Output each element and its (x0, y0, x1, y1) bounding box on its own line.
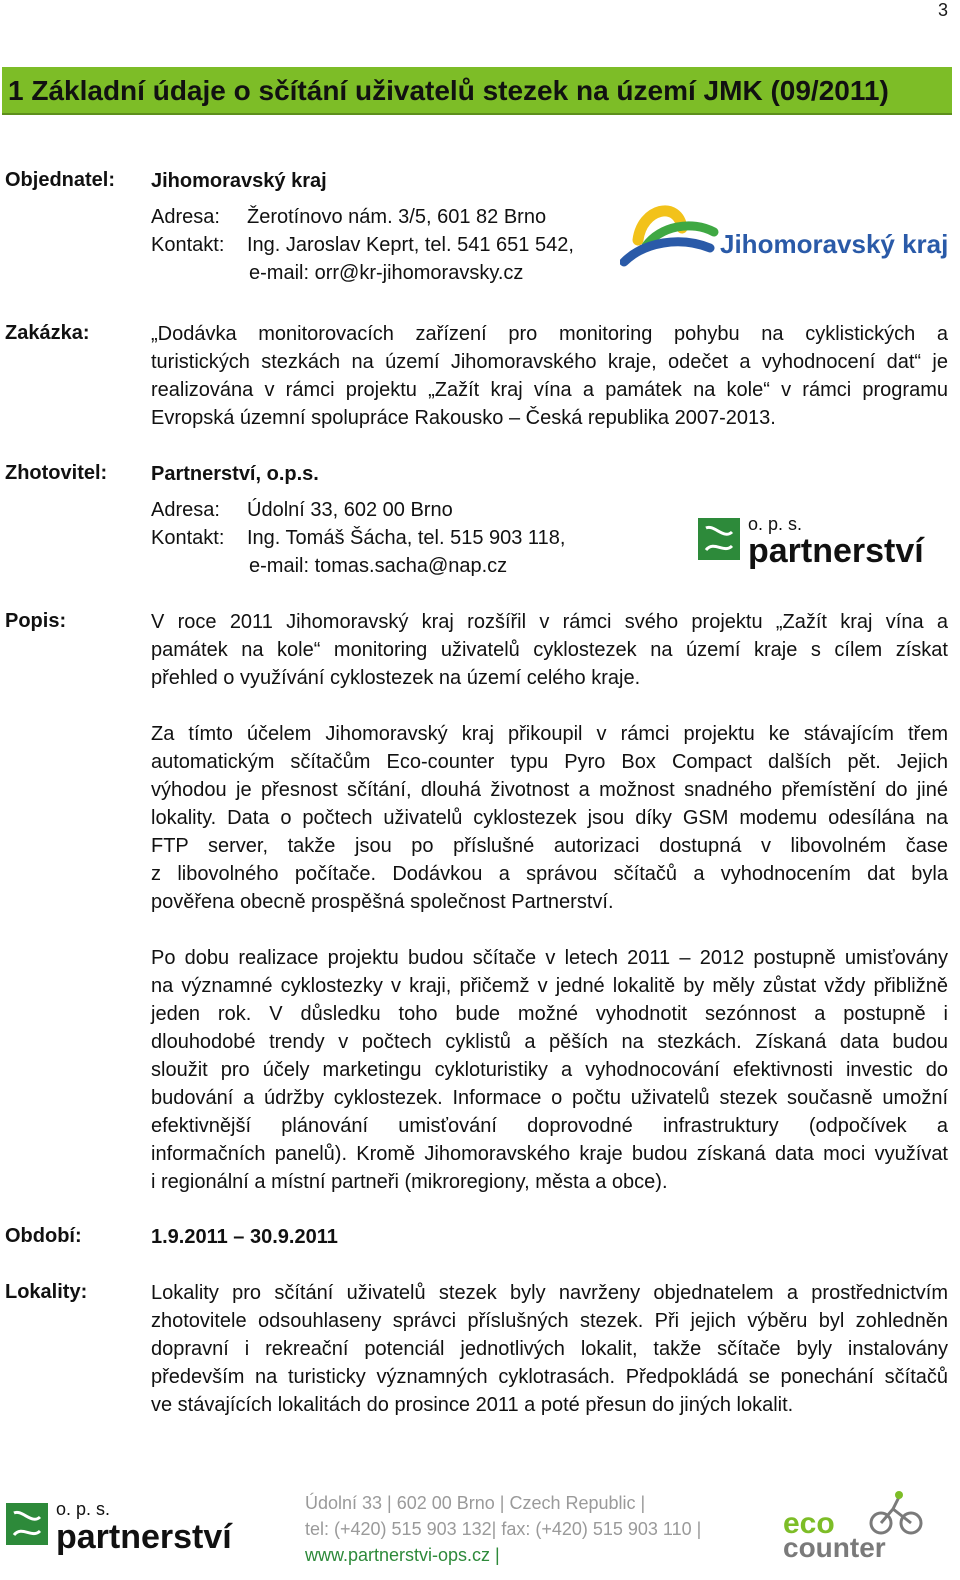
zakazka-line: Evropská územní spolupráce Rakousko – Česká republika 2007-2013. (151, 407, 776, 429)
jihomoravsky-kraj-logo (620, 200, 950, 275)
page-footer (0, 1485, 960, 1580)
partnerstvi-logo (696, 510, 946, 572)
zhotovitel-address-row (0, 496, 650, 524)
paragraph-line: Za tímto účelem Jihomoravský kraj přikoupil v rámci projektu ke stávajícím třem (151, 723, 948, 745)
paragraph-line: ve stávajících lokalitách do prosince 2011 a poté přesun do jiných lokalit. (151, 1394, 794, 1416)
page-number: 3 (937, 0, 948, 20)
jmk-logo-text: Jihomoravský kraj (720, 229, 949, 259)
paragraph-line: z libovolného počítače. Dodávkou a správou sčítačů a vyhodnocením dat byla (151, 863, 948, 885)
email-value: e-mail: tomas.sacha@nap.cz (249, 555, 508, 577)
paragraph-line: efektivnější plánování umisťování doprovodné infrastruktury (odpočívek a (151, 1115, 948, 1137)
paragraph-line: V roce 2011 Jihomoravský kraj rozšířil v rámci svého projektu „Zažít kraj vína a (151, 611, 948, 633)
paragraph-line: přehled o využívání cyklostezek na území celého kraje. (151, 667, 641, 689)
zakazka-line: turistických stezkách na území Jihomoravského kraje, odečet a vyhodnocení dat“ je (151, 351, 948, 373)
paragraph-line: sloužit pro účely marketingu cykloturistiky a vyhodnocování efektivnosti investic do (151, 1059, 948, 1081)
contact-value: Ing. Tomáš Šácha, tel. 515 903 118, (247, 527, 566, 549)
paragraph-line: jeden rok. V důsledku toho bude možné vyhodnotit sezónnost a postupně i (151, 1003, 948, 1025)
footer-address: Údolní 33 | 602 00 Brno | Czech Republic | (305, 1493, 646, 1513)
eco-counter-logo (783, 1489, 955, 1561)
objednatel-label: Objednatel: (5, 169, 116, 191)
logo-partnerstvi-text: partnerství (748, 532, 924, 570)
contact-key: Kontakt: (151, 234, 225, 256)
paragraph-line: Lokality pro sčítání uživatelů stezek byly navrženy objednatelem a prostřednictvím (151, 1282, 948, 1304)
zakazka-text (151, 320, 948, 432)
address-value: Údolní 33, 602 00 Brno (247, 499, 453, 521)
paragraph-line: FTP server, takže jsou po příslušné autorizaci dostupná v libovolném čase (151, 835, 948, 857)
footer-phone-fax: tel: (+420) 515 903 132| fax: (+420) 515 903 110 | (305, 1519, 702, 1539)
section-heading-bar (2, 67, 952, 115)
jmk-emblem-icon (620, 200, 950, 275)
popis-paragraph-2 (151, 720, 948, 916)
paragraph-line: na významné cyklostezky v kraji, přičemž v jedné lokalitě by měly zůstat vždy přibližně (151, 975, 948, 997)
objednatel-address-row (0, 203, 620, 231)
lokality-text (151, 1279, 948, 1419)
paragraph-line: lokality. Data o počtech uživatelů cyklostezek jsou díky GSM modemu odesílána na (151, 807, 948, 829)
zakazka-line: „Dodávka monitorovacích zařízení pro monitoring pohybu na cyklistických a (151, 323, 948, 345)
logo-ops-text: o. p. s. (56, 1499, 111, 1519)
zhotovitel-name: Partnerství, o.p.s. (151, 463, 319, 485)
zhotovitel-label: Zhotovitel: (5, 462, 108, 484)
paragraph-line: především na turisticky významných cyklotrasách. Předpokládá se ponechání sčítačů (151, 1366, 948, 1388)
footer-website-link[interactable]: www.partnerstvi-ops.cz | (305, 1545, 500, 1565)
objednatel-contact-row (0, 231, 620, 259)
paragraph-line: i regionální a místní partneři (mikroregiony, města a obce). (151, 1171, 668, 1193)
partnerstvi-logo-graphic (696, 510, 946, 572)
lokality-label: Lokality: (5, 1281, 88, 1303)
paragraph-line: dopravní i rekreační potenciál jednotlivých lokalit, takže sčítače byly instalovány (151, 1338, 948, 1360)
popis-paragraph-3 (151, 944, 948, 1196)
objednatel-name: Jihomoravský kraj (151, 170, 327, 192)
email-value: e-mail: orr@kr-jihomoravsky.cz (249, 262, 524, 284)
popis-label: Popis: (5, 610, 67, 632)
paragraph-line: Po dobu realizace projektu budou sčítače v letech 2011 – 2012 postupně umisťovány (151, 947, 948, 969)
paragraph-line: automatickým sčítačům Eco-counter typu Pyro Box Compact dalších pět. Jejich (151, 751, 948, 773)
paragraph-line: památek na kole“ monitoring uživatelů cyklostezek na území kraje s cílem získat (151, 639, 948, 661)
address-value: Žerotínovo nám. 3/5, 601 82 Brno (247, 206, 547, 228)
address-key: Adresa: (151, 499, 220, 521)
zakazka-label: Zakázka: (5, 322, 90, 344)
footer-partnerstvi-logo (4, 1493, 254, 1555)
paragraph-line: dlouhodobé trendy v počtech cyklistů a pěších na stezkách. Získaná data budou (151, 1031, 948, 1053)
paragraph-line: informačních panelů). Kromě Jihomoravského kraje budou získaná data moci využívat (151, 1143, 948, 1165)
contact-value: Ing. Jaroslav Keprt, tel. 541 651 542, (247, 234, 574, 256)
paragraph-line: pověřena obecně prospěšná společnost Partnerství. (151, 891, 614, 913)
obdobi-value: 1.9.2011 – 30.9.2011 (151, 1226, 338, 1248)
footer-logo-graphic (4, 1493, 254, 1555)
logo-partnerstvi-text: partnerství (56, 1518, 232, 1555)
address-key: Adresa: (151, 206, 220, 228)
eco-counter-graphic (783, 1489, 955, 1561)
logo-ops-text: o. p. s. (748, 514, 803, 534)
objednatel-email-row (0, 259, 620, 287)
paragraph-line: budování a údržby cyklostezek. Informace o počtu uživatelů stezek současně umožní (151, 1087, 948, 1109)
section-heading: 1 Základní údaje o sčítání uživatelů stezek na území JMK (09/2011) (8, 75, 889, 106)
counter-logo-text: counter (783, 1532, 886, 1561)
partnerstvi-emblem-icon (698, 518, 740, 560)
paragraph-line: výhodou je přesnost sčítání, dlouhá životnost a možnost snadného přemístění do jiné (151, 779, 948, 801)
contact-key: Kontakt: (151, 527, 225, 549)
zakazka-line: realizována v rámci projektu „Zažít kraj vína a památek na kole“ v rámci programu (151, 379, 948, 401)
partnerstvi-emblem-icon (6, 1503, 48, 1545)
zhotovitel-contact-row (0, 524, 650, 552)
paragraph-line: zhotovitele odsouhlaseny správci příslušných stezek. Při jejich výběru byl zohledněn (151, 1310, 948, 1332)
popis-paragraph-1 (151, 608, 948, 692)
zhotovitel-email-row (0, 552, 650, 580)
obdobi-label: Období: (5, 1225, 82, 1247)
eco-logo-text: eco (783, 1507, 835, 1540)
